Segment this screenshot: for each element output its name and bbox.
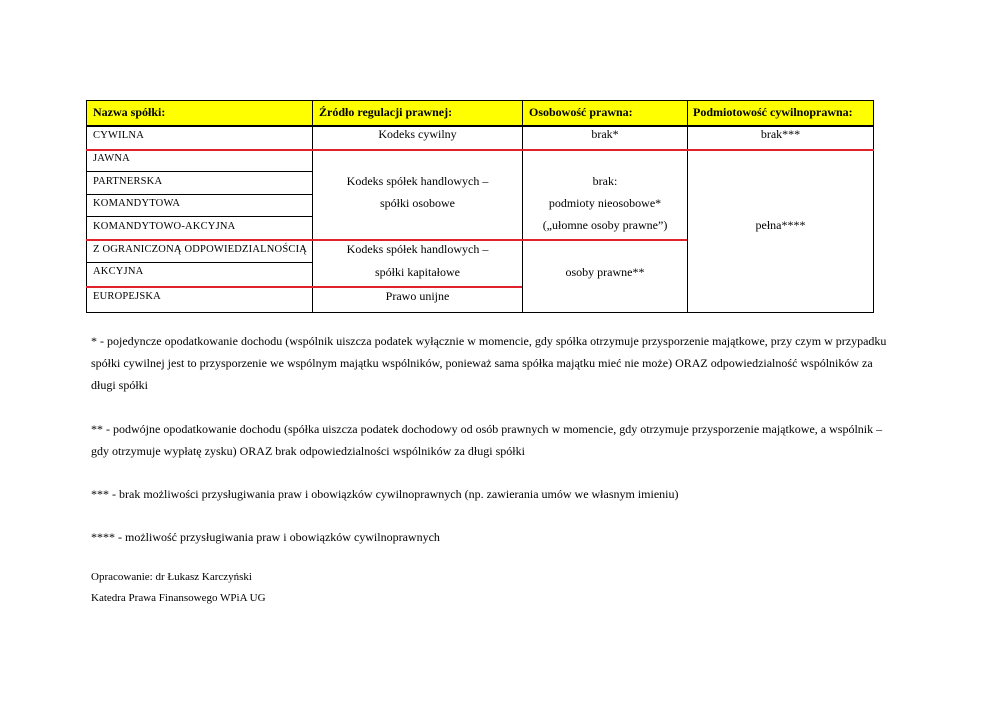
source-cywilna: Kodeks cywilny (378, 127, 457, 141)
note-quadruple-star: **** - możliwość przysługiwania praw i obowiązków cywilnoprawnych (91, 530, 440, 544)
footer-author: Opracowanie: dr Łukasz Karczyński (91, 571, 252, 583)
personality-osobowe-line3: („ułomne osoby prawne”) (542, 218, 668, 232)
personality-osobowe-line2: podmioty nieosobowe* (548, 196, 662, 210)
source-osobowe-line2: spółki osobowe (380, 196, 455, 210)
source-unijne: Prawo unijne (385, 289, 450, 303)
personality-cywilna: brak* (591, 127, 619, 141)
source-kapitalowe-line1: Kodeks spółek handlowych – (346, 242, 489, 256)
company-komandytowa: KOMANDYTOWA (93, 198, 181, 209)
footer-department: Katedra Prawa Finansowego WPiA UG (91, 592, 266, 604)
note-triple-star: *** - brak możliwości przysługiwania praw i obowiązków cywilnoprawnych (np. zawierania umów we własnym imieniu) (91, 487, 679, 501)
company-komandytowo-akcyjna: KOMANDYTOWO-AKCYJNA (93, 221, 236, 232)
company-partnerska: PARTNERSKA (93, 176, 163, 187)
personality-osobowe-line1: brak: (592, 174, 618, 188)
civil-rest: pełna**** (755, 218, 806, 232)
company-cywilna: CYWILNA (93, 130, 144, 141)
note-single-star: * - pojedyncze opodatkowanie dochodu (wspólnik uiszcza podatek wyłącznie w momencie, gdy spółka otrzymuje przysporzenie majątkowe, przy czym w przypadku spółki cywilnej jest to przysporzenie we wspólnym majątku wspólników, ponieważ sama spółka majątku mieć nie może) ORAZ odpowiedzialność wspólników za długi spółki (91, 334, 887, 392)
company-europejska: EUROPEJSKA (93, 291, 161, 302)
header-company-name: Nazwa spółki: (87, 101, 312, 125)
source-kapitalowe-line2: spółki kapitałowe (375, 265, 460, 279)
civil-cywilna: brak*** (760, 127, 801, 141)
header-legal-personality: Osobowość prawna: (523, 101, 687, 125)
company-zoo: Z OGRANICZONĄ ODPOWIEDZIALNOŚCIĄ (93, 244, 308, 255)
header-source: Źródło regulacji prawnej: (313, 101, 522, 125)
personality-kapitalowe: osoby prawne** (565, 265, 645, 279)
source-osobowe-line1: Kodeks spółek handlowych – (346, 174, 489, 188)
header-civil-capacity: Podmiotowość cywilnoprawna: (688, 101, 873, 125)
company-akcyjna: AKCYJNA (93, 266, 144, 277)
note-double-star: ** - podwójne opodatkowanie dochodu (spółka uiszcza podatek dochodowy od osób prawnych w momencie, gdy otrzymuje przysporzenie majątkowe, a wspólnik – gdy otrzymuje wypłatę zysku) ORAZ brak odpowiedzialności wspólników za długi spółki (91, 422, 883, 458)
company-jawna: JAWNA (93, 153, 130, 164)
